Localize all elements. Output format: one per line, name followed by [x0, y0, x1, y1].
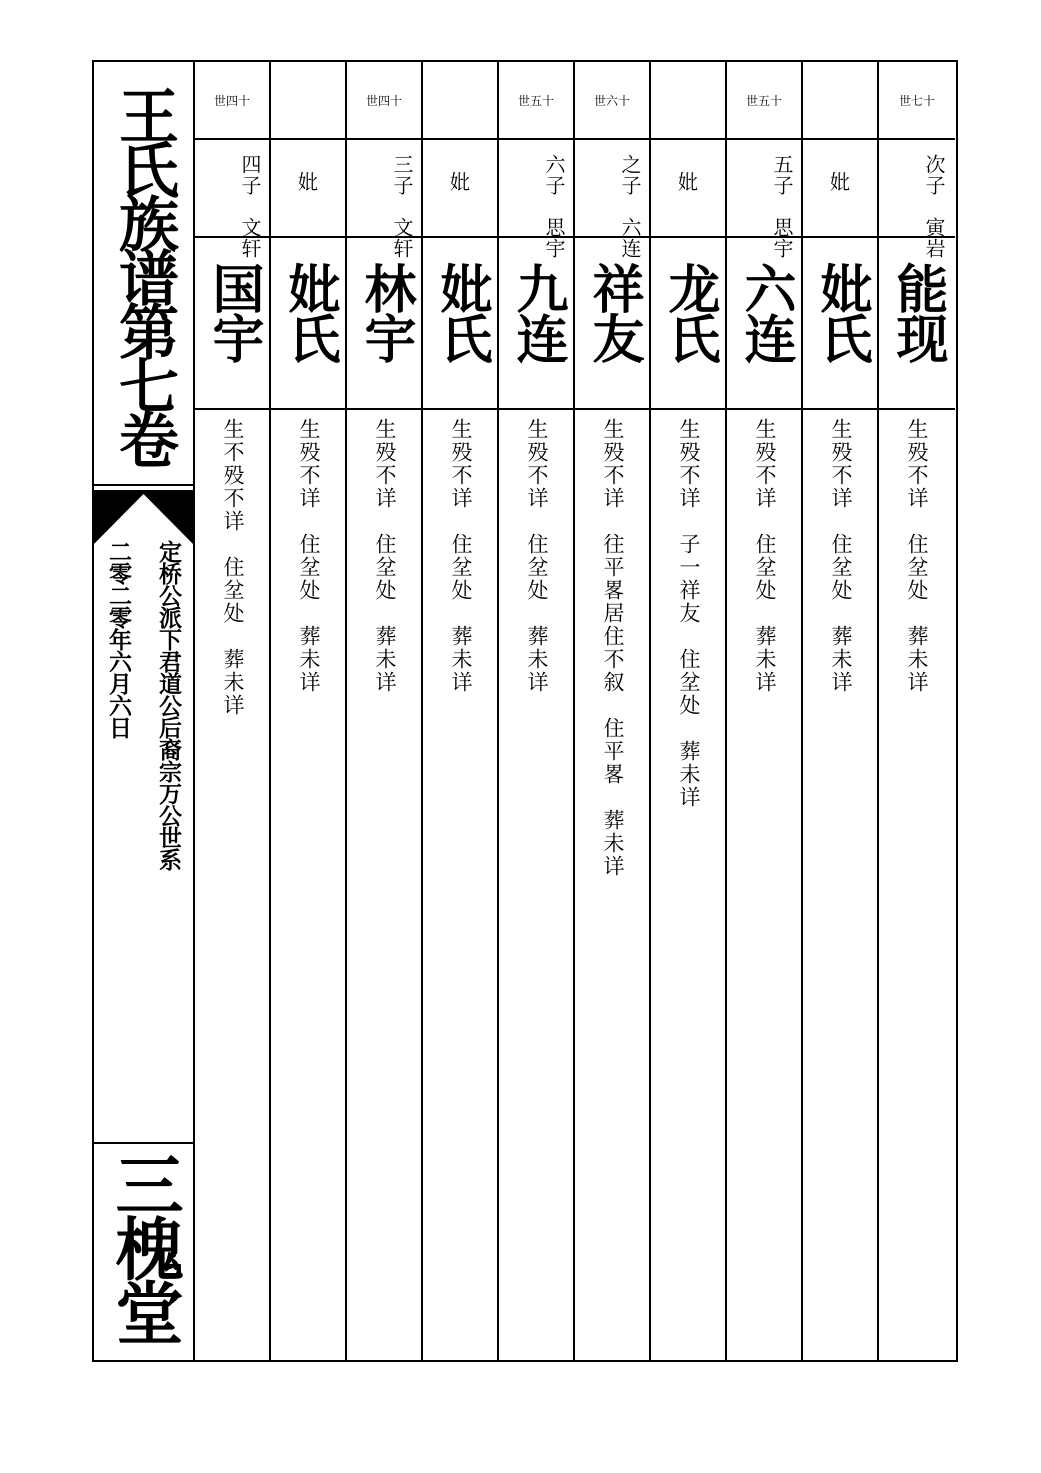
name-cell	[803, 238, 877, 410]
life-record: 生殁不详 住坌处 葬未详	[449, 418, 473, 694]
life-record: 生不殁不详 住坌处 葬未详	[221, 418, 245, 717]
compile-date: 二零二零年六月六日	[105, 540, 132, 738]
relation-cell	[195, 140, 269, 259]
life-record: 生殁不详 住坌处 葬未详	[525, 418, 549, 694]
generation-label	[271, 62, 345, 140]
generation-label: 世六十	[575, 62, 649, 140]
life-record: 生殁不详 住坌处 葬未详	[753, 418, 777, 694]
book-spine	[94, 62, 195, 1360]
relation-text: 妣	[298, 170, 318, 194]
relation-cell	[347, 140, 421, 259]
relation-text: 四子 文轩	[238, 154, 262, 259]
name-cell	[575, 238, 649, 410]
person-name: 妣氏	[431, 262, 492, 362]
life-record: 生殁不详 往平畧居住不叙 住平畧 葬未详	[601, 418, 625, 878]
relation-cell	[651, 140, 725, 238]
generation-label: 世四十	[347, 62, 421, 140]
relation-text: 六子 思宇	[542, 154, 566, 259]
name-cell	[195, 238, 269, 410]
relation-text: 五子 思宇	[770, 154, 794, 259]
relation-text: 三子 文轩	[390, 154, 414, 259]
person-name: 能现	[887, 262, 948, 362]
hall-name: 三槐堂	[104, 1150, 184, 1342]
generation-label	[423, 62, 497, 140]
genealogy-page-frame	[92, 60, 958, 1362]
name-cell	[879, 238, 955, 410]
name-cell	[651, 238, 725, 410]
genealogy-column	[651, 62, 727, 1360]
genealogy-column	[423, 62, 499, 1360]
relation-text: 妣	[678, 170, 698, 194]
generation-label	[803, 62, 877, 140]
name-cell	[347, 238, 421, 410]
person-name: 妣氏	[811, 262, 872, 362]
person-name: 龙氏	[659, 262, 720, 362]
life-record: 生殁不详 住坌处 葬未详	[905, 418, 929, 694]
life-record: 生殁不详 住坌处 葬未详	[373, 418, 397, 694]
relation-cell	[271, 140, 345, 238]
person-name: 祥友	[583, 262, 644, 362]
relation-cell	[575, 140, 649, 259]
hall-divider	[94, 1142, 193, 1144]
genealogy-column	[803, 62, 879, 1360]
name-cell	[727, 238, 801, 410]
relation-text: 妣	[830, 170, 850, 194]
book-title: 王氏族谱第七卷	[109, 85, 179, 463]
life-record: 生殁不详 子一祥友 住坌处 葬未详	[677, 418, 701, 809]
person-name: 六连	[735, 262, 796, 362]
genealogy-column	[347, 62, 423, 1360]
genealogy-column	[499, 62, 575, 1360]
life-record: 生殁不详 住坌处 葬未详	[829, 418, 853, 694]
person-name: 妣氏	[279, 262, 340, 362]
person-name: 九连	[507, 262, 568, 362]
lineage-subtitle: 定桥公派下君道公后裔宗万公世系	[155, 540, 182, 870]
generation-label: 世五十	[727, 62, 801, 140]
relation-cell	[499, 140, 573, 259]
person-name: 国宇	[203, 262, 264, 362]
relation-cell	[423, 140, 497, 238]
generation-label	[651, 62, 725, 140]
generation-label: 世七十	[879, 62, 955, 140]
relation-text: 妣	[450, 170, 470, 194]
title-divider	[94, 484, 193, 486]
name-cell	[423, 238, 497, 410]
genealogy-column	[575, 62, 651, 1360]
name-cell	[271, 238, 345, 410]
generation-label: 世五十	[499, 62, 573, 140]
person-name: 林宇	[355, 262, 416, 362]
genealogy-column	[195, 62, 271, 1360]
relation-text: 之子 六连	[618, 154, 642, 259]
relation-cell	[727, 140, 801, 259]
relation-cell	[803, 140, 877, 238]
relation-text: 次子 寅岩	[922, 154, 946, 259]
genealogy-column	[727, 62, 803, 1360]
generation-label: 世四十	[195, 62, 269, 140]
genealogy-column	[271, 62, 347, 1360]
life-record: 生殁不详 住坌处 葬未详	[297, 418, 321, 694]
relation-cell	[879, 140, 955, 259]
genealogy-column	[879, 62, 955, 1360]
name-cell	[499, 238, 573, 410]
black-chevron-ribbon	[94, 492, 193, 544]
